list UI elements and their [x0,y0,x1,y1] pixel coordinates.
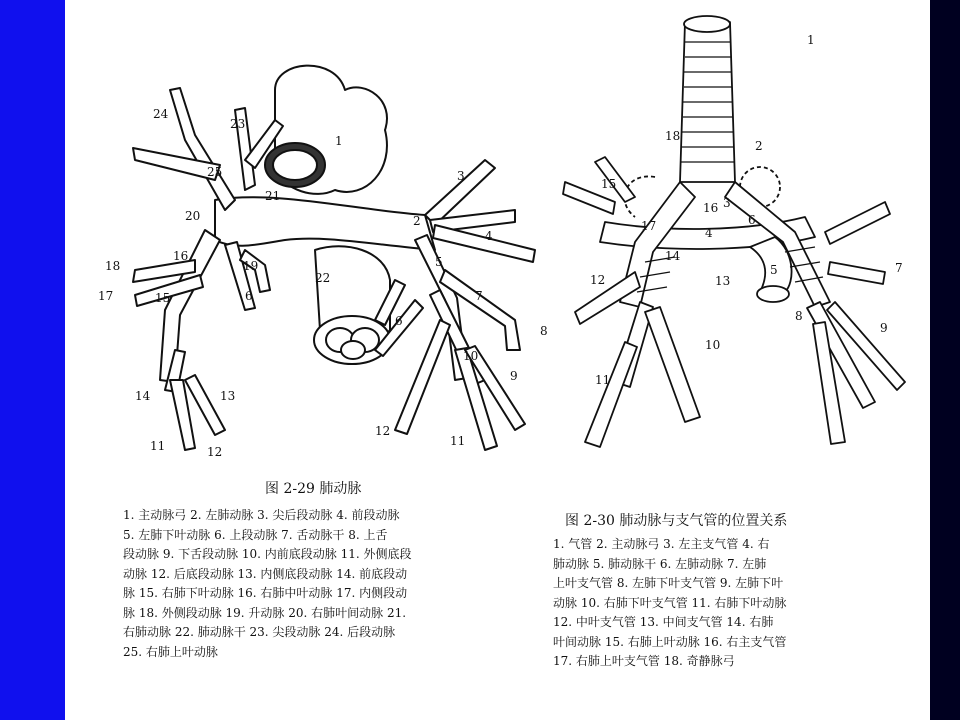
label-1: 1 [807,33,815,47]
label-7: 7 [895,261,903,275]
legend-line: 段动脉 9. 下舌段动脉 10. 内前底段动脉 11. 外侧底段 [123,547,412,561]
legend-line: 17. 右肺上叶支气管 18. 奇静脉弓 [553,654,735,668]
label-10: 10 [705,338,721,352]
label-3: 3 [723,196,731,210]
label-18: 18 [665,129,681,143]
trunk-opening [757,286,789,302]
right-figure-caption: 图 2-30 肺动脉与支气管的位置关系 [565,513,788,529]
legend-line: 12. 中叶支气管 13. 中间支气管 14. 右肺 [553,615,774,629]
label-6a: 6 [245,289,253,303]
label-5: 5 [770,263,778,277]
label-21: 21 [265,189,281,203]
legend-line: 1. 气管 2. 主动脉弓 3. 左主支气管 4. 右 [553,537,770,551]
right-figure-legend [553,535,893,672]
legend-line: 1. 主动脉弓 2. 左肺动脉 3. 尖后段动脉 4. 前段动脉 [123,508,400,522]
legend-line: 脉 15. 右肺下叶动脉 16. 右肺中叶动脉 17. 内侧段动 [123,586,408,600]
left-figure-caption: 图 2-29 肺动脉 [265,481,362,497]
label-20: 20 [185,209,201,223]
legend-line: 25. 右肺上叶动脉 [123,644,218,659]
legend-line: 右肺动脉 22. 肺动脉干 23. 尖段动脉 24. 后段动脉 [123,625,396,639]
label-22: 22 [315,271,331,285]
label-13: 13 [715,274,731,288]
label-1: 1 [335,134,343,148]
label-14: 14 [135,389,151,403]
label-24: 24 [153,107,169,121]
left-figure-legend [123,506,513,662]
legend-line: 动脉 12. 后底段动脉 13. 内侧底段动脉 14. 前底段动 [123,566,408,581]
label-15: 15 [155,291,171,305]
label-5: 5 [435,255,443,269]
legend-line: 肺动脉 5. 肺动脉干 6. 左肺动脉 7. 左肺 [553,556,767,571]
label-8: 8 [795,309,803,323]
legend-line: 叶间动脉 15. 右肺上叶动脉 16. 右主支气管 [553,634,787,649]
label-6b: 6 [395,314,403,328]
legend-line: 动脉 10. 右肺下叶支气管 11. 右肺下叶动脉 [553,595,787,610]
label-19: 19 [243,259,259,273]
label-18: 18 [105,259,121,273]
label-4: 4 [485,229,493,243]
label-15: 15 [601,177,617,191]
artery-bronchus-illustration [545,2,915,492]
label-10: 10 [463,349,479,363]
label-17: 17 [641,219,657,233]
label-3: 3 [457,169,465,183]
legend-line: 脉 18. 外侧段动脉 19. 升动脉 20. 右肺叶间动脉 21. [123,605,407,620]
label-8: 8 [540,324,548,338]
label-12a: 12 [207,445,223,459]
label-16: 16 [703,201,719,215]
pulmonary-trunk-shape [215,197,435,250]
label-6: 6 [748,213,756,227]
label-23: 23 [230,117,246,131]
label-9: 9 [880,321,888,335]
label-11b: 11 [450,434,466,448]
label-2: 2 [413,214,421,228]
right-edge-strip [930,0,960,720]
slide-page [65,0,930,720]
label-12: 12 [590,273,606,287]
label-11: 11 [595,373,611,387]
label-2: 2 [755,139,763,153]
label-7: 7 [475,289,483,303]
label-12b: 12 [375,424,391,438]
legend-line: 5. 左肺下叶动脉 6. 上段动脉 7. 舌动脉干 8. 上舌 [123,527,388,542]
legend-line: 上叶支气管 8. 左肺下叶支气管 9. 左肺下叶 [553,576,784,590]
label-25: 25 [207,165,223,179]
label-13: 13 [220,389,236,403]
pulmonary-artery-illustration [95,50,555,470]
pulmonary-artery-drawing [95,50,555,470]
label-9: 9 [510,369,518,383]
artery-bronchus-drawing [545,2,915,492]
label-4: 4 [705,226,713,240]
label-14: 14 [665,249,681,263]
label-17: 17 [98,289,114,303]
label-16: 16 [173,249,189,263]
label-11a: 11 [150,439,166,453]
